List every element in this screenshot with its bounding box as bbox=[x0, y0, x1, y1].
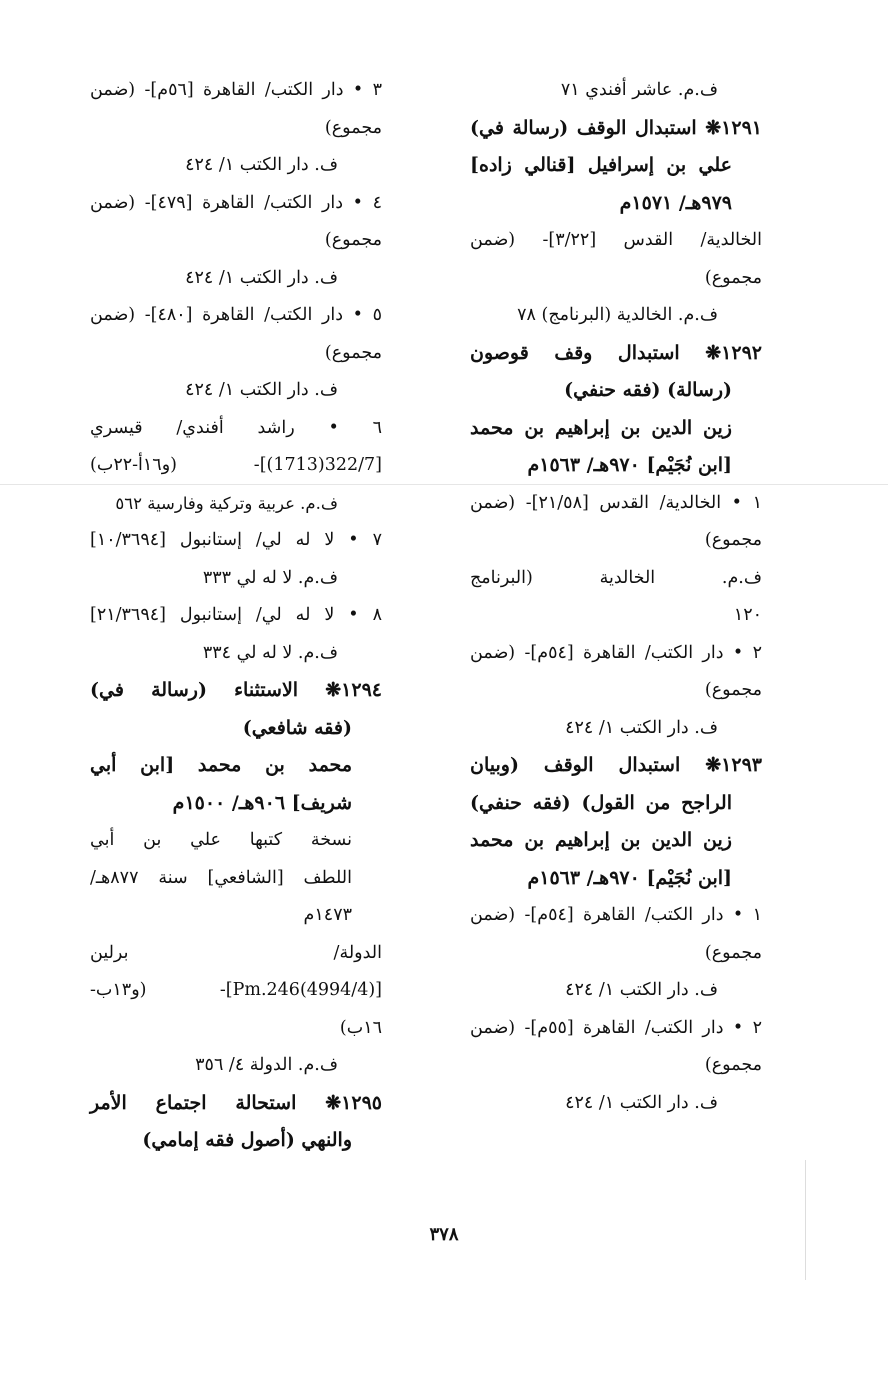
right-column-line: ف. دار الكتب ١/ ٤٢٤ bbox=[565, 717, 718, 738]
left-column-line: شريف] ٩٠٦هـ/ ١٥٠٠م bbox=[172, 791, 352, 814]
left-column-line: ٦ • راشد أفندي/ قيسري bbox=[90, 417, 382, 438]
right-column-line: الخالدية/ القدس [٣/٢٢]- (ضمن bbox=[470, 230, 762, 250]
left-column-line: ف.م. عربية وتركية وفارسية ٥٦٢ bbox=[115, 493, 338, 513]
left-column-line: والنهي (أصول فقه إمامي) bbox=[142, 1129, 352, 1151]
left-column-line: ٤ • دار الكتب/ القاهرة [٤٧٩]- (ضمن bbox=[90, 192, 382, 213]
right-column-line: مجموع) bbox=[704, 680, 762, 700]
right-column-line: ٢ • دار الكتب/ القاهرة [٥٤م]- (ضمن bbox=[470, 642, 762, 663]
right-column-line: زين الدين بن إبراهيم بن محمد bbox=[470, 416, 732, 439]
left-column-line: ف. دار الكتب ١/ ٤٢٤ bbox=[185, 267, 338, 288]
right-column-line: ١٢٩٢❋ استبدال وقف قوصون bbox=[470, 341, 762, 364]
right-column-line: مجموع) bbox=[704, 530, 762, 550]
scan-edge-line bbox=[805, 1160, 806, 1280]
left-column bbox=[90, 72, 382, 1160]
left-column-line: ٣ • دار الكتب/ القاهرة [٥٦م]- (ضمن bbox=[90, 80, 382, 100]
left-column-line: ٥ • دار الكتب/ القاهرة [٤٨٠]- (ضمن bbox=[90, 305, 382, 325]
left-column-line: ٨ • لا له لي/ إستانبول [٢١/٣٦٩٤] bbox=[90, 605, 382, 625]
right-column-line: ف.م. الخالدية (البرنامج bbox=[470, 567, 762, 588]
page-number: ٣٧٨ bbox=[429, 1224, 459, 1245]
left-column-line: ١٦ب) bbox=[339, 1017, 382, 1038]
left-column-line: مجموع) bbox=[324, 117, 382, 138]
left-column-line: مجموع) bbox=[324, 230, 382, 250]
right-column-line: ١٢٠ bbox=[733, 605, 762, 625]
right-column-line: الراجح من القول) (فقه حنفي) bbox=[470, 791, 732, 814]
right-column-line: علي بن إسرافيل [قنالي زاده] bbox=[470, 154, 732, 176]
left-column-line: الدولة/ برلين bbox=[90, 942, 382, 963]
left-column-line: [Pm.246(4994/4)]- (و١٣ب- bbox=[90, 980, 382, 1000]
right-column-line: ٩٧٩هـ/ ١٥٧١م bbox=[619, 191, 732, 214]
left-column-line: محمد بن محمد [ابن أبي bbox=[90, 754, 352, 776]
right-column-line: ف. دار الكتب ١/ ٤٢٤ bbox=[565, 980, 718, 1000]
left-column-line: ف.م. الدولة ٤/ ٣٥٦ bbox=[195, 1055, 338, 1075]
right-column-line: ف.م. الخالدية (البرنامج) ٧٨ bbox=[517, 305, 718, 325]
left-column-line: ١٢٩٥❋ استحالة اجتماع الأمر bbox=[90, 1091, 382, 1114]
right-column bbox=[470, 72, 762, 1122]
left-column-line: [322/7(1713)]- (و١٦أ-٢٢ب) bbox=[90, 455, 382, 475]
right-column-line: ٢ • دار الكتب/ القاهرة [٥٥م]- (ضمن bbox=[470, 1017, 762, 1038]
left-column-line: نسخة كتبها علي بن أبي bbox=[90, 830, 352, 850]
left-column-line: (فقه شافعي) bbox=[242, 716, 352, 739]
right-column-line: ١٢٩٣❋ استبدال الوقف (وبيان bbox=[470, 754, 762, 776]
right-column-line: ١ • الخالدية/ القدس [٢١/٥٨]- (ضمن bbox=[470, 492, 762, 513]
left-column-line: ٧ • لا له لي/ إستانبول [١٠/٣٦٩٤] bbox=[90, 530, 382, 550]
left-column-line: ف.م. لا له لي ٣٣٤ bbox=[202, 642, 338, 663]
right-column-line: زين الدين بن إبراهيم بن محمد bbox=[470, 829, 732, 851]
right-column-line: [ابن نُجَيْم] ٩٧٠هـ/ ١٥٦٣م bbox=[527, 454, 732, 476]
left-column-line: اللطف [الشافعي] سنة ٨٧٧هـ/ bbox=[90, 867, 352, 888]
right-column-line: مجموع) bbox=[704, 267, 762, 288]
left-column-line: مجموع) bbox=[324, 342, 382, 363]
left-column-line: ١٢٩٤❋ الاستثناء (رسالة في) bbox=[90, 679, 382, 701]
right-column-line: ف.م. عاشر أفندي ٧١ bbox=[560, 80, 718, 100]
left-column-line: ١٤٧٣م bbox=[303, 905, 352, 925]
left-column-line: ف.م. لا له لي ٣٣٣ bbox=[202, 567, 338, 588]
right-column-line: مجموع) bbox=[704, 1055, 762, 1075]
right-column-line: مجموع) bbox=[704, 942, 762, 963]
right-column-line: ١ • دار الكتب/ القاهرة [٥٤م]- (ضمن bbox=[470, 905, 762, 925]
right-column-line: [ابن نُجَيْم] ٩٧٠هـ/ ١٥٦٣م bbox=[527, 866, 732, 889]
right-column-line: ف. دار الكتب ١/ ٤٢٤ bbox=[565, 1092, 718, 1113]
right-column-line: ١٢٩١❋ استبدال الوقف (رسالة في) bbox=[470, 116, 762, 139]
left-column-line: ف. دار الكتب ١/ ٤٢٤ bbox=[185, 380, 338, 400]
left-column-line: ف. دار الكتب ١/ ٤٢٤ bbox=[185, 155, 338, 175]
right-column-line: (رسالة) (فقه حنفي) bbox=[564, 379, 732, 401]
